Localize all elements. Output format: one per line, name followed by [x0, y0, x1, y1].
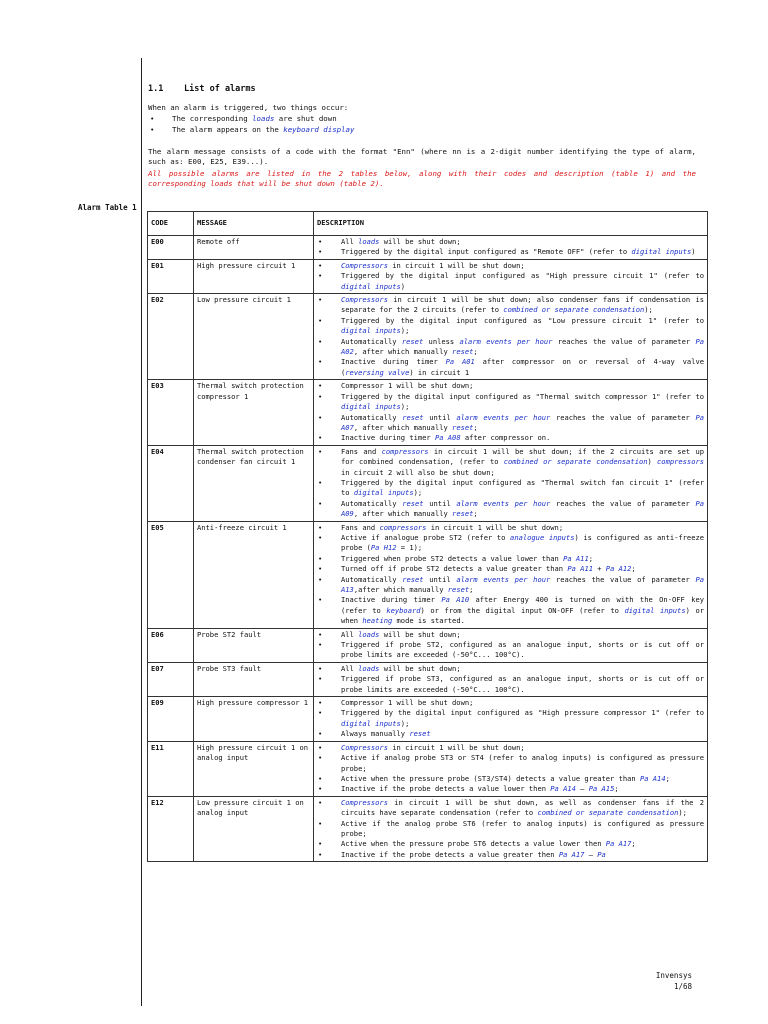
term-emphasis: Compressors: [341, 260, 388, 270]
alarm-code: E04: [148, 445, 194, 521]
description-item: • Triggered by the digital input configured as "Remote OFF" (refer to digital inputs): [317, 247, 704, 257]
term-emphasis: digital inputs: [341, 402, 401, 412]
term-emphasis: digital inputs: [624, 605, 686, 615]
description-item: • Active if analog probe ST3 or ST4 (refer to analog inputs) is configured as pressure probe;: [317, 753, 704, 774]
table-row: [148, 662, 708, 696]
description-item: • Inactive during timer Pa A10 after Energy 400 is turned on with the On-OFF key (refer to keyboard) or from the digital input ON-OFF (refer to digital inputs) or when heating mode is started.: [317, 595, 704, 626]
term-emphasis: Compressors: [341, 742, 388, 752]
table-row: [148, 236, 708, 260]
description-item: • Inactive if the probe detects a value greater then Pa A17 – Pa: [317, 850, 704, 860]
description-item: • Inactive during timer Pa A08 after compressor on.: [317, 433, 704, 443]
intro-line: When an alarm is triggered, two things occur:: [148, 103, 349, 112]
term-emphasis: reset: [401, 336, 424, 346]
company-name: Invensys: [655, 971, 692, 980]
alarm-description: [314, 294, 708, 380]
alarm-message: Probe ST3 fault: [194, 662, 314, 696]
description-item: • Turned off if probe ST2 detects a value greater than Pa A11 + Pa A12;: [317, 564, 704, 574]
alarm-code: E06: [148, 628, 194, 662]
term-emphasis: Pa A12: [605, 564, 632, 574]
alarm-description: [314, 236, 708, 260]
description-item: • Compressors in circuit 1 will be shut down; also condenser fans if condensation is separate for the 2 circuits (refer to combined or separate condensation);: [317, 295, 704, 316]
alarm-description: [314, 259, 708, 293]
term-emphasis: reset: [452, 509, 474, 519]
description-item: • Automatically reset until alarm events per hour reaches the value of parameter Pa A09, after which manually reset;: [317, 499, 704, 520]
description-item: • Triggered by the digital input configured as "Low pressure circuit 1" (refer to digital inputs);: [317, 316, 704, 337]
intro-bullet-2: • The alarm appears on the keyboard display: [150, 125, 355, 134]
description-item: • Inactive during timer Pa A01 after compressor on or reversal of 4-way valve (reversing valve) in circuit 1: [317, 357, 704, 378]
description-item: • Active when the pressure probe ST6 detects a value lower then Pa A17;: [317, 839, 704, 849]
table-row: [148, 294, 708, 380]
term-emphasis: Pa: [597, 849, 606, 859]
alarm-code: E01: [148, 259, 194, 293]
table-row: [148, 697, 708, 742]
description-item: • Triggered when probe ST2 detects a value lower than Pa A11;: [317, 554, 704, 564]
description-item: • Compressor 1 will be shut down;: [317, 698, 704, 708]
term-emphasis: reset: [402, 412, 424, 422]
term-emphasis: Pa A17: [558, 849, 585, 859]
alarm-description: [314, 662, 708, 696]
alarm-code: E03: [148, 380, 194, 445]
term-emphasis: Pa A13: [341, 574, 704, 594]
term-emphasis: Pa A14: [550, 784, 576, 794]
term-emphasis: alarm events per hour: [456, 574, 551, 584]
alarm-code: E11: [148, 741, 194, 796]
page-number: 1/68: [673, 982, 692, 991]
term-emphasis: alarm events per hour: [456, 498, 551, 508]
bullet-text: The alarm appears on the: [172, 125, 284, 134]
term-emphasis: Pa A14: [639, 773, 666, 783]
description-item: • Triggered by the digital input configured as "High pressure circuit 1" (refer to digital inputs): [317, 271, 704, 292]
description-item: • Fans and compressors in circuit 1 will be shut down;: [317, 523, 704, 533]
description-item: • Automatically reset unless alarm events per hour reaches the value of parameter Pa A02, after which manually reset;: [317, 337, 704, 358]
term-emphasis: digital inputs: [341, 281, 401, 291]
table-row: [148, 521, 708, 628]
section-heading: [148, 84, 256, 94]
table-row: [148, 796, 708, 861]
intro-bullet-1: • The corresponding loads are shut down: [150, 114, 337, 123]
header-description: DESCRIPTION: [314, 212, 708, 236]
description-item: • Always manually reset: [317, 729, 704, 739]
term-emphasis: reset: [452, 347, 474, 357]
alarm-description: [314, 521, 708, 628]
alarm-message: Low pressure circuit 1: [194, 294, 314, 380]
description-item: • Triggered by the digital input configured as "Thermal switch compressor 1" (refer to digital inputs);: [317, 392, 704, 413]
description-item: • All loads will be shut down;: [317, 664, 704, 674]
bullet-emphasis: loads: [252, 114, 275, 123]
alarm-message: Remote off: [194, 236, 314, 260]
term-emphasis: compressors: [381, 446, 429, 456]
bullet-emphasis: keyboard display: [283, 125, 355, 134]
term-emphasis: Pa A15: [588, 784, 615, 794]
alarm-message: High pressure circuit 1 on analog input: [194, 741, 314, 796]
term-emphasis: loads: [358, 237, 380, 246]
term-emphasis: compressors: [379, 522, 427, 532]
alarm-description: [314, 697, 708, 742]
term-emphasis: combined or separate condensation: [537, 808, 679, 818]
alarm-message: Anti-freeze circuit 1: [194, 521, 314, 628]
term-emphasis: loads: [358, 629, 380, 639]
term-emphasis: Pa A07: [341, 412, 704, 432]
table-row: [148, 628, 708, 662]
description-item: • Triggered by the digital input configured as "Thermal switch fan circuit 1" (refer to digital inputs);: [317, 478, 704, 499]
term-emphasis: combined or separate condensation: [503, 305, 645, 315]
margin-rule: [141, 58, 142, 1006]
term-emphasis: Pa A08: [434, 433, 461, 443]
term-emphasis: combined or separate condensation: [503, 457, 648, 467]
term-emphasis: Pa A02: [341, 336, 705, 357]
header-code: CODE: [148, 212, 194, 236]
bullet-text: are shut down: [274, 114, 337, 123]
description-item: • All loads will be shut down;: [317, 630, 704, 640]
description-item: • Compressor 1 will be shut down;: [317, 381, 704, 391]
alarm-message: Thermal switch protection compressor 1: [194, 380, 314, 445]
alarm-code: E00: [148, 236, 194, 260]
term-emphasis: analogue inputs: [510, 532, 575, 542]
section-title: List of alarms: [184, 84, 256, 94]
term-emphasis: Compressors: [341, 295, 388, 305]
term-emphasis: digital inputs: [353, 488, 414, 498]
term-emphasis: reset: [409, 729, 431, 739]
term-emphasis: Pa A01: [445, 357, 475, 367]
term-emphasis: compressors: [657, 457, 705, 467]
term-emphasis: digital inputs: [341, 718, 401, 728]
term-emphasis: alarm events per hour: [456, 412, 551, 422]
description-item: • Automatically reset until alarm events per hour reaches the value of parameter Pa A07, after which manually reset;: [317, 413, 704, 434]
description-item: • All loads will be shut down;: [317, 237, 704, 247]
alarm-code: E09: [148, 697, 194, 742]
page-footer: [656, 970, 692, 992]
alarm-table-label: Alarm Table 1: [78, 203, 137, 212]
alarm-description: [314, 628, 708, 662]
alarm-code: E02: [148, 294, 194, 380]
table-row: [148, 259, 708, 293]
alarm-code: E07: [148, 662, 194, 696]
description-item: • Fans and compressors in circuit 1 will be shut down; if the 2 circuits are set up for combined condensation, (refer to combined or separate condensation) compressors in circuit 2 will also be shut down;: [317, 447, 704, 478]
term-emphasis: digital inputs: [341, 326, 401, 336]
description-item: • Compressors in circuit 1 will be shut down;: [317, 261, 704, 271]
description-item: • Active when the pressure probe (ST3/ST4) detects a value greater than Pa A14;: [317, 774, 704, 784]
term-emphasis: Pa A11: [563, 553, 589, 563]
description-item: • Compressors in circuit 1 will be shut down, as well as condenser fans if the 2 circuits have separate condensation (refer to combined or separate condensation);: [317, 798, 704, 819]
table-row: [148, 741, 708, 796]
description-item: • Automatically reset until alarm events per hour reaches the value of parameter Pa A13,after which manually reset;: [317, 575, 704, 596]
description-item: • Active if the analog probe ST6 (refer to analog inputs) is configured as pressure probe;: [317, 819, 704, 840]
description-item: • Triggered if probe ST3, configured as an analogue input, shorts or is cut off or probe limits are exceeded (-50°C... 100°C).: [317, 674, 704, 695]
term-emphasis: keyboard: [386, 605, 421, 615]
section-number: 1.1: [148, 84, 164, 94]
description-item: • Inactive if the probe detects a value lower then Pa A14 – Pa A15;: [317, 784, 704, 794]
table-header-row: [148, 212, 708, 236]
table-row: [148, 445, 708, 521]
term-emphasis: Pa A10: [441, 595, 470, 605]
format-paragraph: The alarm message consists of a code with the format "Enn" (where nn is a 2-digit number identifying the type of alarm, such as: E00, E25, E39...).: [148, 147, 696, 166]
alarm-code: E12: [148, 796, 194, 861]
term-emphasis: Pa A17: [605, 839, 632, 849]
alarm-description: [314, 380, 708, 445]
term-emphasis: Compressors: [341, 797, 388, 807]
description-item: • Triggered if probe ST2, configured as an analogue input, shorts or is cut off or probe limits are exceeded (-50°C... 100°C).: [317, 640, 704, 661]
alarm-code: E05: [148, 521, 194, 628]
term-emphasis: reset: [402, 574, 424, 584]
term-emphasis: heating: [362, 616, 393, 626]
alarm-description: [314, 741, 708, 796]
description-item: • Compressors in circuit 1 will be shut down;: [317, 743, 704, 753]
term-emphasis: Pa H12: [370, 543, 397, 553]
alarm-message: High pressure compressor 1: [194, 697, 314, 742]
term-emphasis: Pa A09: [341, 498, 704, 519]
header-message: MESSAGE: [194, 212, 314, 236]
alarm-table: [147, 211, 708, 862]
term-emphasis: digital inputs: [631, 247, 692, 257]
alarm-message: Thermal switch protection condenser fan circuit 1: [194, 445, 314, 521]
term-emphasis: reset: [447, 585, 470, 594]
alarm-message: Probe ST2 fault: [194, 628, 314, 662]
term-emphasis: reset: [452, 422, 474, 432]
term-emphasis: Pa A11: [567, 564, 593, 574]
table-row: [148, 380, 708, 445]
description-item: • Active if analogue probe ST2 (refer to analogue inputs) is configured as anti-freeze probe (Pa H12 = 1);: [317, 533, 704, 554]
alarm-description: [314, 445, 708, 521]
term-emphasis: alarm events per hour: [459, 336, 553, 346]
term-emphasis: loads: [358, 663, 380, 673]
term-emphasis: reversing valve: [345, 367, 410, 377]
description-item: • Triggered by the digital input configured as "High pressure compressor 1" (refer to digital inputs);: [317, 708, 704, 729]
tables-note: All possible alarms are listed in the 2 tables below, along with their codes and description (table 1) and the corresponding loads that will be shut down (table 2).: [148, 169, 696, 188]
alarm-message: Low pressure circuit 1 on analog input: [194, 796, 314, 861]
alarm-description: [314, 796, 708, 861]
term-emphasis: reset: [402, 498, 424, 508]
bullet-text: The corresponding: [172, 114, 253, 123]
alarm-message: High pressure circuit 1: [194, 259, 314, 293]
